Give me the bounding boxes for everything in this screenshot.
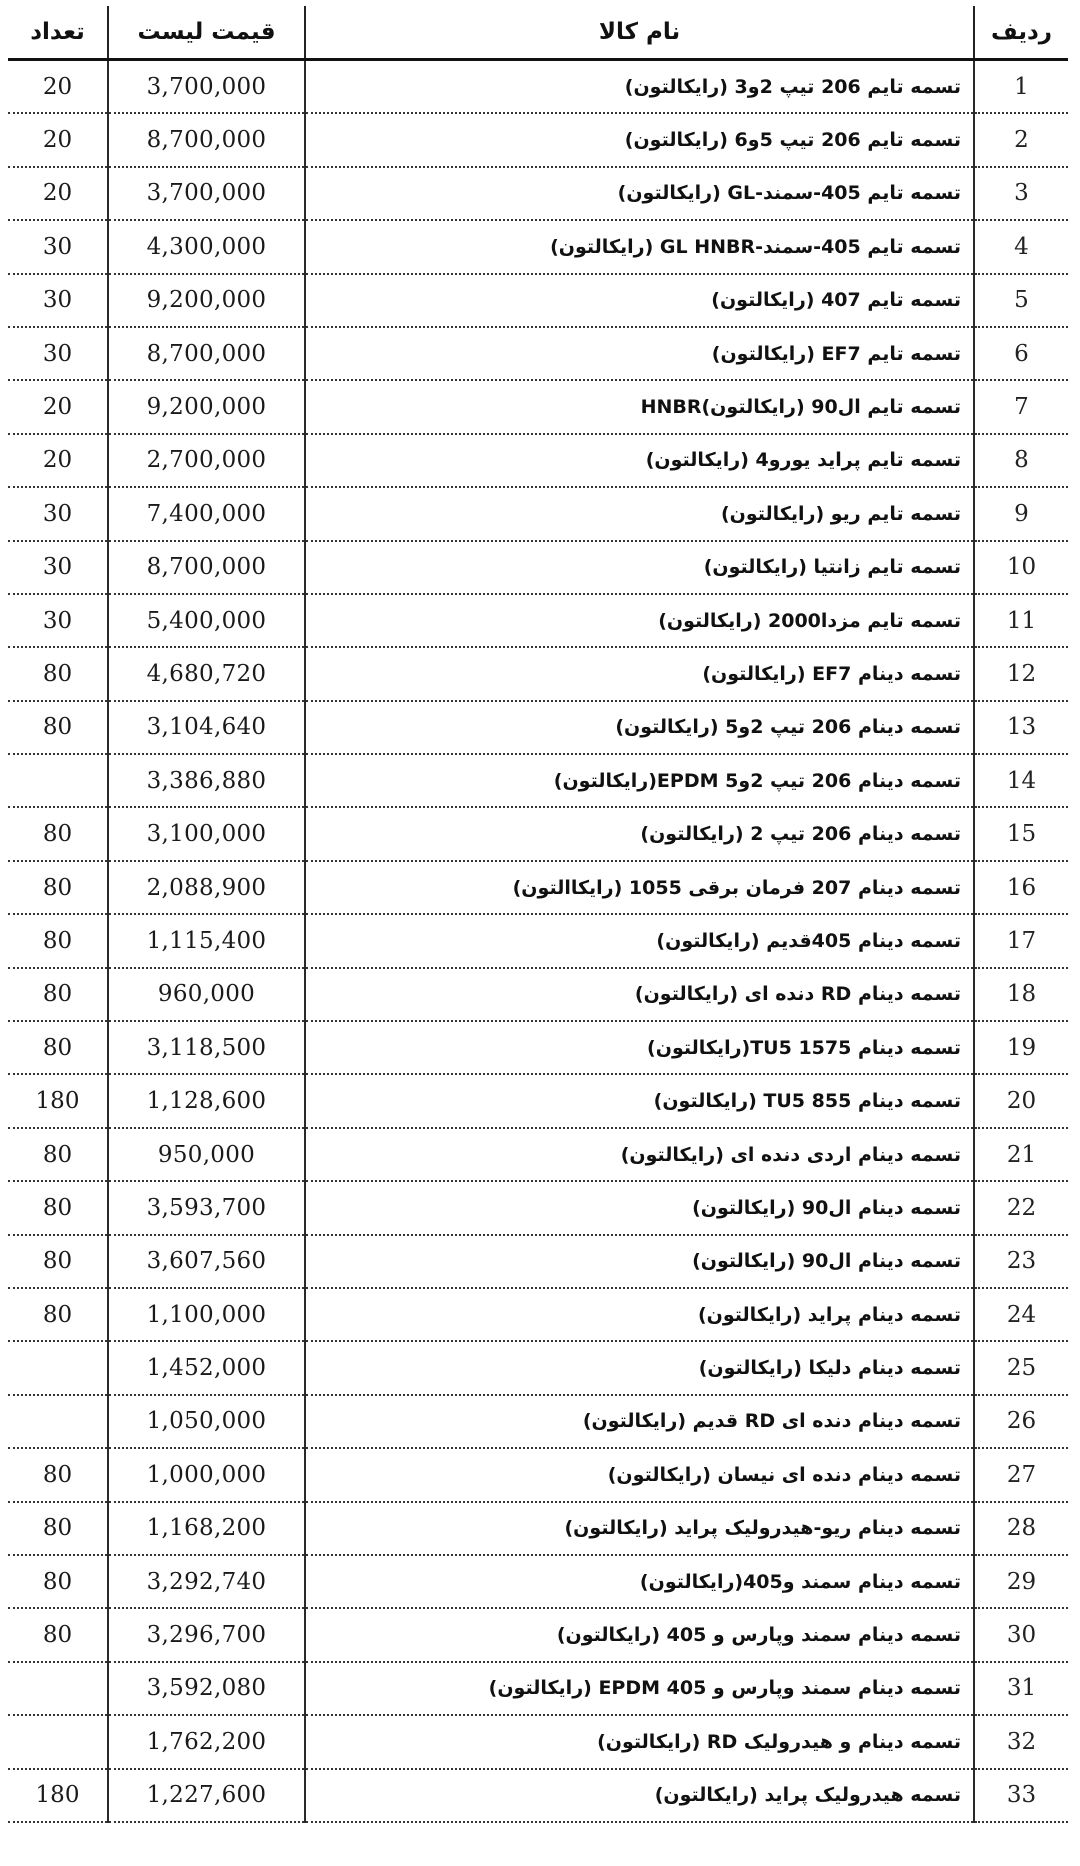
cell-row-number: 31 — [974, 1662, 1068, 1715]
cell-qty: 30 — [8, 541, 108, 594]
cell-qty: 20 — [8, 167, 108, 220]
cell-qty: 80 — [8, 914, 108, 967]
cell-row-number: 14 — [974, 754, 1068, 807]
table-row — [8, 1021, 1068, 1074]
cell-row-number: 27 — [974, 1448, 1068, 1501]
table-body — [8, 60, 1068, 1822]
cell-price: 3,607,560 — [108, 1235, 305, 1288]
table-row — [8, 220, 1068, 273]
table-row — [8, 274, 1068, 327]
header-name: نام کالا — [305, 6, 974, 60]
cell-price: 9,200,000 — [108, 274, 305, 327]
cell-name: تسمه دینام ال90 (رایکالتون) — [305, 1181, 974, 1234]
table-row — [8, 1341, 1068, 1394]
table-row — [8, 1235, 1068, 1288]
cell-name: تسمه دینام 855 TU5 (رایکالتون) — [305, 1074, 974, 1127]
cell-name: تسمه تایم مزدا2000 (رایکالتون) — [305, 594, 974, 647]
cell-row-number: 30 — [974, 1608, 1068, 1661]
cell-qty: 80 — [8, 1448, 108, 1501]
cell-qty: 80 — [8, 1181, 108, 1234]
cell-price: 3,292,740 — [108, 1555, 305, 1608]
cell-qty: 30 — [8, 274, 108, 327]
cell-price: 3,118,500 — [108, 1021, 305, 1074]
cell-name: تسمه دینام RD دنده ای (رایکالتون) — [305, 968, 974, 1021]
cell-row-number: 23 — [974, 1235, 1068, 1288]
table-row — [8, 1555, 1068, 1608]
table-row — [8, 968, 1068, 1021]
cell-row-number: 11 — [974, 594, 1068, 647]
cell-qty: 180 — [8, 1769, 108, 1822]
table-row — [8, 914, 1068, 967]
table-row — [8, 647, 1068, 700]
table-row — [8, 807, 1068, 860]
cell-name: تسمه تایم 206 تیپ 2و3 (رایکالتون) — [305, 60, 974, 114]
table-row — [8, 380, 1068, 433]
cell-name: تسمه دینام دنده ای نیسان (رایکالتون) — [305, 1448, 974, 1501]
cell-row-number: 18 — [974, 968, 1068, 1021]
cell-row-number: 9 — [974, 487, 1068, 540]
cell-name: تسمه دینام 206 تیپ 2 (رایکالتون) — [305, 807, 974, 860]
table-row — [8, 487, 1068, 540]
cell-qty: 30 — [8, 220, 108, 273]
cell-row-number: 29 — [974, 1555, 1068, 1608]
cell-row-number: 15 — [974, 807, 1068, 860]
cell-row-number: 33 — [974, 1769, 1068, 1822]
cell-row-number: 26 — [974, 1395, 1068, 1448]
cell-row-number: 5 — [974, 274, 1068, 327]
cell-qty: 30 — [8, 594, 108, 647]
table-row — [8, 1662, 1068, 1715]
table-row — [8, 1288, 1068, 1341]
cell-qty: 80 — [8, 647, 108, 700]
cell-price: 2,700,000 — [108, 434, 305, 487]
table-row — [8, 167, 1068, 220]
cell-price: 1,452,000 — [108, 1341, 305, 1394]
cell-row-number: 17 — [974, 914, 1068, 967]
cell-row-number: 10 — [974, 541, 1068, 594]
cell-name: تسمه تایم EF7 (رایکالتون) — [305, 327, 974, 380]
header-qty: تعداد — [8, 6, 108, 60]
cell-price: 3,700,000 — [108, 167, 305, 220]
table-row — [8, 594, 1068, 647]
cell-name: تسمه تایم ریو (رایکالتون) — [305, 487, 974, 540]
table-row — [8, 1769, 1068, 1822]
cell-price: 1,000,000 — [108, 1448, 305, 1501]
cell-name: تسمه دینام ریو-هیدرولیک پراید (رایکالتون) — [305, 1502, 974, 1555]
table-row — [8, 1181, 1068, 1234]
cell-price: 2,088,900 — [108, 861, 305, 914]
cell-qty — [8, 754, 108, 807]
cell-name: تسمه تایم 405-سمند-GL HNBR (رایکالتون) — [305, 220, 974, 273]
header-row-number: ردیف — [974, 6, 1068, 60]
cell-name: تسمه دینام 206 تیپ 2و5 (رایکالتون) — [305, 701, 974, 754]
cell-name: تسمه تایم 206 تیپ 5و6 (رایکالتون) — [305, 113, 974, 166]
cell-name: تسمه دینام سمند وپارس و 405 (رایکالتون) — [305, 1608, 974, 1661]
table-row — [8, 701, 1068, 754]
cell-qty: 30 — [8, 487, 108, 540]
cell-name: تسمه تایم 407 (رایکالتون) — [305, 274, 974, 327]
table-header-row — [8, 6, 1068, 60]
cell-price: 8,700,000 — [108, 541, 305, 594]
cell-qty: 80 — [8, 807, 108, 860]
cell-price: 4,300,000 — [108, 220, 305, 273]
table-row — [8, 1715, 1068, 1768]
cell-qty: 80 — [8, 701, 108, 754]
cell-name: تسمه دینام دلیکا (رایکالتون) — [305, 1341, 974, 1394]
cell-qty — [8, 1395, 108, 1448]
cell-price: 5,400,000 — [108, 594, 305, 647]
table-row — [8, 1502, 1068, 1555]
cell-price: 1,100,000 — [108, 1288, 305, 1341]
table-row — [8, 434, 1068, 487]
cell-row-number: 4 — [974, 220, 1068, 273]
table-row — [8, 1395, 1068, 1448]
cell-price: 1,128,600 — [108, 1074, 305, 1127]
cell-price: 950,000 — [108, 1128, 305, 1181]
cell-name: تسمه دینام ال90 (رایکالتون) — [305, 1235, 974, 1288]
cell-row-number: 7 — [974, 380, 1068, 433]
cell-name: تسمه دینام دنده ای RD قدیم (رایکالتون) — [305, 1395, 974, 1448]
cell-row-number: 22 — [974, 1181, 1068, 1234]
cell-name: تسمه تایم پراید یورو4 (رایکالتون) — [305, 434, 974, 487]
cell-row-number: 19 — [974, 1021, 1068, 1074]
cell-qty — [8, 1662, 108, 1715]
cell-name: تسمه دینام 1575 TU5(رایکالتون) — [305, 1021, 974, 1074]
cell-qty: 20 — [8, 380, 108, 433]
cell-name: تسمه تایم 405-سمند-GL (رایکالتون) — [305, 167, 974, 220]
cell-name: تسمه دینام و هیدرولیک RD (رایکالتون) — [305, 1715, 974, 1768]
cell-price: 7,400,000 — [108, 487, 305, 540]
cell-price: 8,700,000 — [108, 327, 305, 380]
cell-name: تسمه تایم ال90 (رایکالتون)HNBR — [305, 380, 974, 433]
table-row — [8, 541, 1068, 594]
cell-row-number: 20 — [974, 1074, 1068, 1127]
header-price: قیمت لیست — [108, 6, 305, 60]
cell-price: 8,700,000 — [108, 113, 305, 166]
cell-price: 1,762,200 — [108, 1715, 305, 1768]
cell-qty: 180 — [8, 1074, 108, 1127]
table-row — [8, 113, 1068, 166]
cell-price: 9,200,000 — [108, 380, 305, 433]
cell-name: تسمه دینام سمند وپارس و EPDM 405 (رایکالتون) — [305, 1662, 974, 1715]
cell-qty: 80 — [8, 968, 108, 1021]
cell-qty: 20 — [8, 434, 108, 487]
cell-price: 3,386,880 — [108, 754, 305, 807]
cell-price: 960,000 — [108, 968, 305, 1021]
cell-qty: 80 — [8, 1021, 108, 1074]
cell-price: 1,168,200 — [108, 1502, 305, 1555]
cell-price: 3,104,640 — [108, 701, 305, 754]
cell-row-number: 13 — [974, 701, 1068, 754]
cell-qty: 80 — [8, 1288, 108, 1341]
cell-row-number: 6 — [974, 327, 1068, 380]
cell-row-number: 2 — [974, 113, 1068, 166]
cell-name: تسمه دینام EF7 (رایکالتون) — [305, 647, 974, 700]
cell-row-number: 25 — [974, 1341, 1068, 1394]
table-row — [8, 754, 1068, 807]
cell-name: تسمه تایم زانتیا (رایکالتون) — [305, 541, 974, 594]
table-row — [8, 327, 1068, 380]
cell-qty: 80 — [8, 1128, 108, 1181]
cell-row-number: 28 — [974, 1502, 1068, 1555]
cell-name: تسمه دینام 405قدیم (رایکالتون) — [305, 914, 974, 967]
cell-name: تسمه دینام 206 تیپ 2و5 EPDM(رایکالتون) — [305, 754, 974, 807]
cell-qty: 20 — [8, 113, 108, 166]
cell-qty: 30 — [8, 327, 108, 380]
cell-qty: 80 — [8, 861, 108, 914]
cell-price: 1,227,600 — [108, 1769, 305, 1822]
cell-price: 3,700,000 — [108, 60, 305, 114]
table-row — [8, 60, 1068, 114]
cell-name: تسمه دینام سمند و405(رایکالتون) — [305, 1555, 974, 1608]
cell-qty: 80 — [8, 1235, 108, 1288]
cell-price: 1,050,000 — [108, 1395, 305, 1448]
cell-price: 3,593,700 — [108, 1181, 305, 1234]
cell-row-number: 24 — [974, 1288, 1068, 1341]
cell-row-number: 1 — [974, 60, 1068, 114]
cell-qty — [8, 1715, 108, 1768]
cell-row-number: 21 — [974, 1128, 1068, 1181]
cell-name: تسمه دینام اردی دنده ای (رایکالتون) — [305, 1128, 974, 1181]
cell-name: تسمه دینام 207 فرمان برقی 1055 (رایکاالتون) — [305, 861, 974, 914]
table-row — [8, 1608, 1068, 1661]
table-row — [8, 1448, 1068, 1501]
cell-name: تسمه دینام پراید (رایکالتون) — [305, 1288, 974, 1341]
cell-qty: 80 — [8, 1502, 108, 1555]
cell-qty: 80 — [8, 1555, 108, 1608]
cell-price: 3,100,000 — [108, 807, 305, 860]
cell-price: 1,115,400 — [108, 914, 305, 967]
cell-row-number: 8 — [974, 434, 1068, 487]
cell-row-number: 16 — [974, 861, 1068, 914]
table-row — [8, 861, 1068, 914]
cell-qty: 80 — [8, 1608, 108, 1661]
cell-row-number: 32 — [974, 1715, 1068, 1768]
cell-row-number: 12 — [974, 647, 1068, 700]
cell-qty: 20 — [8, 60, 108, 114]
cell-name: تسمه هیدرولیک پراید (رایکالتون) — [305, 1769, 974, 1822]
cell-row-number: 3 — [974, 167, 1068, 220]
cell-price: 4,680,720 — [108, 647, 305, 700]
cell-price: 3,296,700 — [108, 1608, 305, 1661]
price-list-table — [8, 6, 1068, 1823]
cell-price: 3,592,080 — [108, 1662, 305, 1715]
cell-qty — [8, 1341, 108, 1394]
table-row — [8, 1128, 1068, 1181]
table-row — [8, 1074, 1068, 1127]
